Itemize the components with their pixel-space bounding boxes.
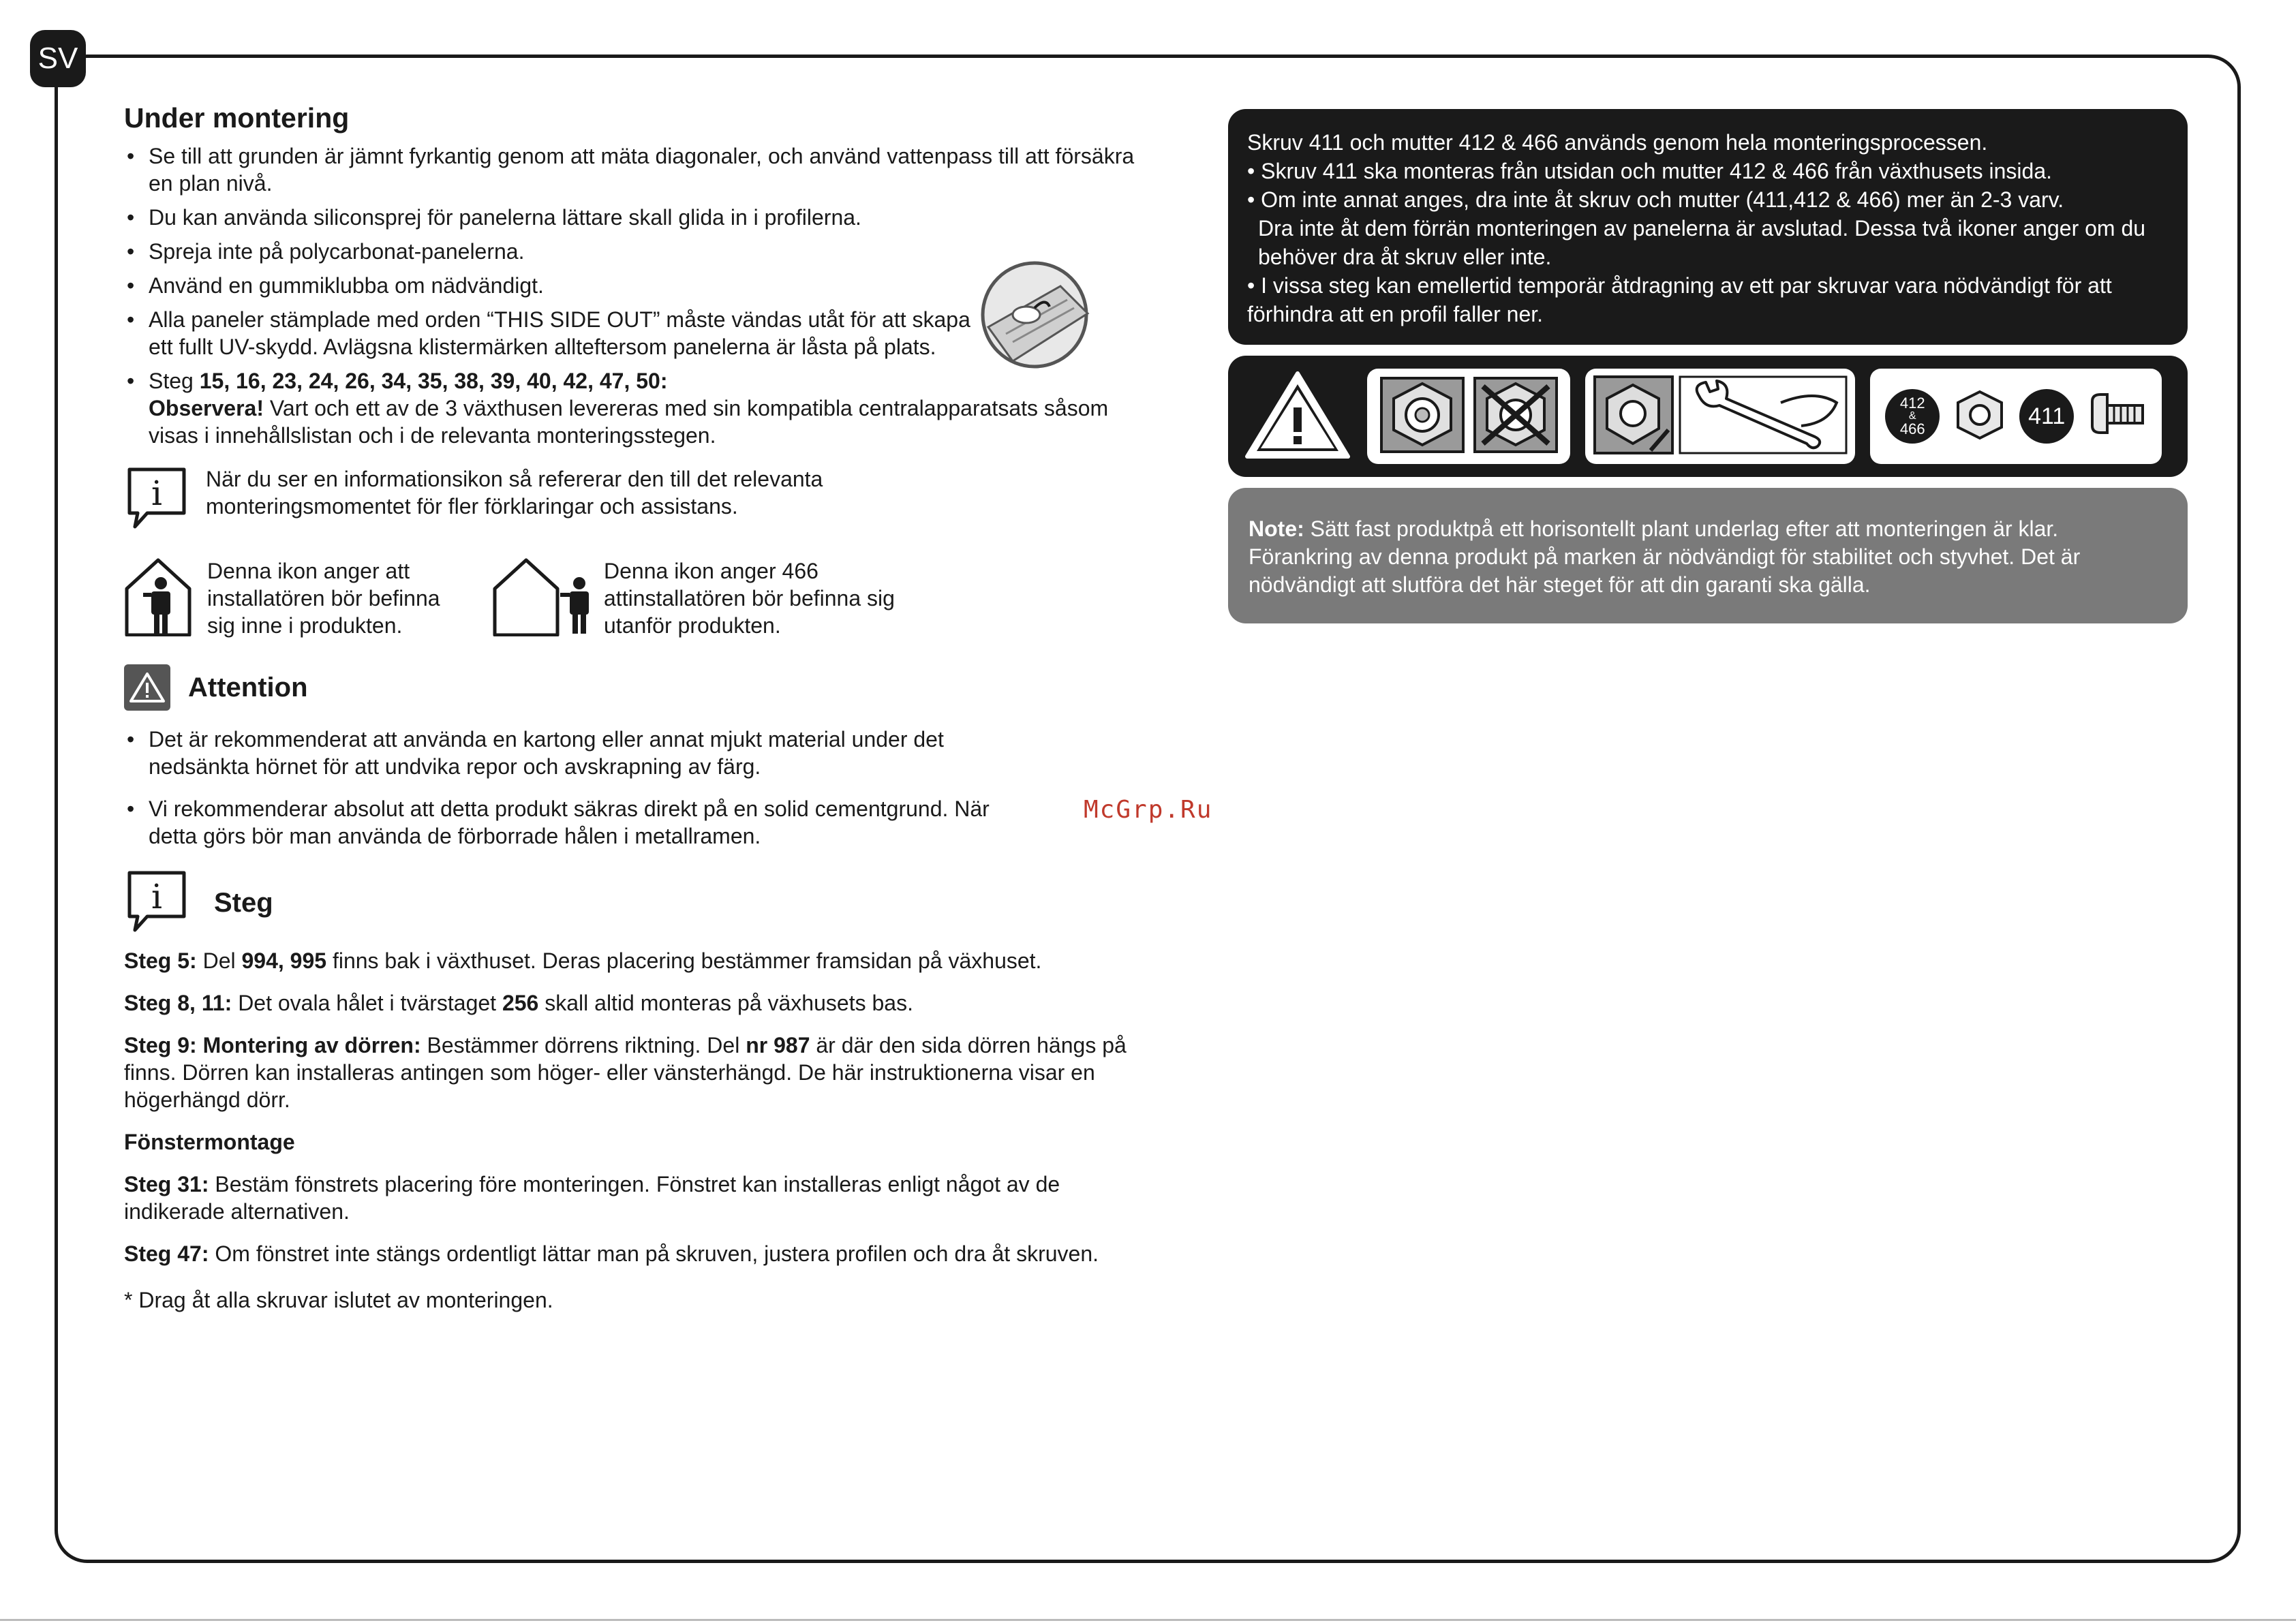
nut-number-badge bbox=[1885, 389, 1940, 444]
installer-outside-icon bbox=[492, 557, 594, 640]
attention-title: Attention bbox=[188, 672, 308, 702]
steg-prefix: Steg bbox=[149, 369, 200, 393]
steg-text: skall altid monteras på växhusets bas. bbox=[538, 991, 913, 1015]
steg-31 bbox=[124, 1171, 1119, 1225]
observera-label: Observera! bbox=[149, 396, 264, 420]
steg-text: Det ovala hålet i tvärstaget bbox=[232, 991, 502, 1015]
list-item bbox=[124, 306, 987, 360]
nut-number-top: 412 bbox=[1899, 395, 1925, 412]
note-box bbox=[1228, 488, 2188, 623]
nut-icon bbox=[1954, 389, 2006, 444]
steg-text: Del bbox=[196, 948, 242, 973]
note-label: Note: bbox=[1249, 516, 1304, 541]
steg-label: Steg 47: bbox=[124, 1241, 209, 1266]
attention-heading bbox=[124, 664, 1160, 711]
list-item: • Se till att grunden är jämnt fyrkantig genom att mäta diagonaler, och använd vattenpass till att försäkra en plan nivå. bbox=[124, 142, 1160, 197]
steg-8-11 bbox=[124, 989, 1160, 1017]
tightened-bolt-icon bbox=[1593, 375, 1674, 458]
steg-heading bbox=[124, 869, 1160, 938]
screw-icon-strip bbox=[1228, 356, 2188, 477]
steg-label: Steg 31: bbox=[124, 1172, 209, 1196]
info-icon-row bbox=[124, 465, 1160, 534]
bolt-number: 411 bbox=[2028, 403, 2066, 429]
warning-icon bbox=[124, 664, 170, 711]
steg-label: Steg 8, 11: bbox=[124, 991, 232, 1015]
list-item: • Använd en gummiklubba om nädvändigt. bbox=[124, 272, 1160, 299]
list-item: • Vi rekommenderar absolut att detta produkt säkras direkt på en solid cementgrund. När detta görs bör man använda de förborrade hålen i metallramen. bbox=[124, 795, 1030, 850]
steg-numbers: 15, 16, 23, 24, 26, 34, 35, 38, 39, 40, 42, 47, 50: bbox=[199, 369, 668, 393]
steg-47 bbox=[124, 1240, 1119, 1267]
warning-triangle-icon bbox=[1243, 369, 1352, 464]
steg-text: är där den sida dörren hängs på finns. Dörren kan installeras antingen som höger- eller vänsterhängd. De här instruktionerna visar en högerhängd dörr. bbox=[124, 1033, 1127, 1112]
list-item-steg bbox=[124, 367, 1160, 449]
steg-9 bbox=[124, 1032, 1153, 1113]
watermark: McGrp.Ru bbox=[1084, 796, 1213, 824]
screw-info-line: • Skruv 411 ska monteras från utsidan och mutter 412 & 466 från växthusets insida. bbox=[1247, 159, 2053, 183]
info-icon bbox=[124, 465, 189, 534]
tighten-bolt-panel bbox=[1585, 369, 1855, 464]
list-item: • Du kan använda siliconsprej för panelerna lättare skall glida in i profilerna. bbox=[124, 204, 1160, 231]
steg-text: finns bak i växthuset. Deras placering bestämmer framsidan på växhuset. bbox=[326, 948, 1042, 973]
language-tab: SV bbox=[30, 30, 86, 87]
screw-info-line: Dra inte åt dem förrän monteringen av panelerna är avslutad. Dessa två ikoner anger om du behöver dra åt skruv eller inte. bbox=[1258, 216, 2146, 269]
steg-text: Bestäm fönstrets placering före monteringen. Fönstret kan installeras enligt något av de indikerade alternativen. bbox=[124, 1172, 1060, 1224]
svg-text:i: i bbox=[151, 877, 162, 916]
list-item: • Det är rekommenderat att använda en kartong eller annat mjukt material under det nedsänkta hörnet för att undvika repor och avskrapning av färg. bbox=[124, 726, 1030, 780]
loose-bolt-panel bbox=[1367, 369, 1570, 464]
steg-part-numbers: nr 987 bbox=[746, 1033, 810, 1057]
steg-title: Steg bbox=[214, 888, 273, 918]
steg-text: Bestämmer dörrens riktning. Del bbox=[420, 1033, 746, 1057]
attention-list bbox=[124, 726, 1030, 850]
wrench-icon bbox=[1679, 375, 1848, 458]
fonstermontage-title: Fönstermontage bbox=[124, 1130, 295, 1154]
list-item-text: Alla paneler stämplade med orden “THIS SIDE OUT” måste vändas utåt för att skapa ett fullt UV-skydd. Avlägsna klistermärken allteftersom panelerna är låsta på plats. bbox=[149, 307, 970, 359]
nut-number-mid: & bbox=[1908, 410, 1916, 422]
screw-info-box bbox=[1228, 109, 2188, 345]
observera-text: Vart och ett av de 3 växthusen levereras med sin kompatibla centralapparatsats såsom visas i innehållslistan och i de relevanta monteringsstegen. bbox=[149, 396, 1109, 448]
right-column bbox=[1228, 109, 2188, 623]
nut-number-bottom: 466 bbox=[1899, 420, 1925, 437]
screw-info-line: • I vissa steg kan emellertid temporär åtdragning av ett par skruvar vara nödvändigt för att förhindra att en profil faller ner. bbox=[1247, 273, 2112, 326]
info-icon-text: När du ser en informationsikon så refererar den till det relevanta monteringsmomentet för fler förklaringar och assistans. bbox=[206, 467, 823, 519]
inside-icon-text: Denna ikon anger att installatören bör befinna sig inne i produkten. bbox=[207, 559, 440, 638]
list-item: • Spreja inte på polycarbonat-panelerna. bbox=[124, 238, 1160, 265]
bolt-number-badge bbox=[2019, 389, 2074, 444]
screw-info-line: • Om inte annat anges, dra inte åt skruv och mutter (411,412 & 466) mer än 2-3 varv. bbox=[1247, 187, 2064, 212]
steg-label: Steg 5: bbox=[124, 948, 197, 973]
steg-part-numbers: 256 bbox=[502, 991, 539, 1015]
no-tighten-icon bbox=[1473, 377, 1558, 457]
panel-peel-illustration bbox=[979, 259, 1090, 374]
page-trim-line bbox=[0, 1619, 2296, 1621]
outside-icon-text: Denna ikon anger 466 attinstallatören bör befinna sig utanför produkten. bbox=[604, 559, 895, 638]
installer-inside-icon bbox=[124, 557, 192, 640]
steg-label: Steg 9: Montering av dörren: bbox=[124, 1033, 421, 1057]
installer-icons-row bbox=[124, 557, 1160, 640]
loose-bolt-icon bbox=[1380, 377, 1465, 457]
steg-5 bbox=[124, 947, 1160, 974]
note-text bbox=[1249, 515, 2167, 599]
svg-text:i: i bbox=[151, 474, 162, 513]
steg-part-numbers: 994, 995 bbox=[241, 948, 327, 973]
screw-info-line: Skruv 411 och mutter 412 & 466 används genom hela monteringsprocessen. bbox=[1247, 130, 1988, 155]
footnote: * Drag åt alla skruvar islutet av monteringen. bbox=[124, 1288, 553, 1312]
bolt-icon bbox=[2088, 388, 2147, 446]
info-icon bbox=[124, 869, 189, 938]
under-montering-title: Under montering bbox=[124, 102, 350, 134]
note-body: Sätt fast produktpå ett horisontellt plant underlag efter att monteringen är klar. Förankring av denna produkt på marken är nödvändigt för stabilitet och styvhet. Det är nödvändigt att slutföra det här steget för att din garanti ska gälla. bbox=[1249, 516, 2081, 597]
steg-text: Om fönstret inte stängs ordentligt lättar man på skruven, justera profilen och dra åt skruven. bbox=[209, 1241, 1099, 1266]
parts-panel bbox=[1870, 369, 2162, 464]
